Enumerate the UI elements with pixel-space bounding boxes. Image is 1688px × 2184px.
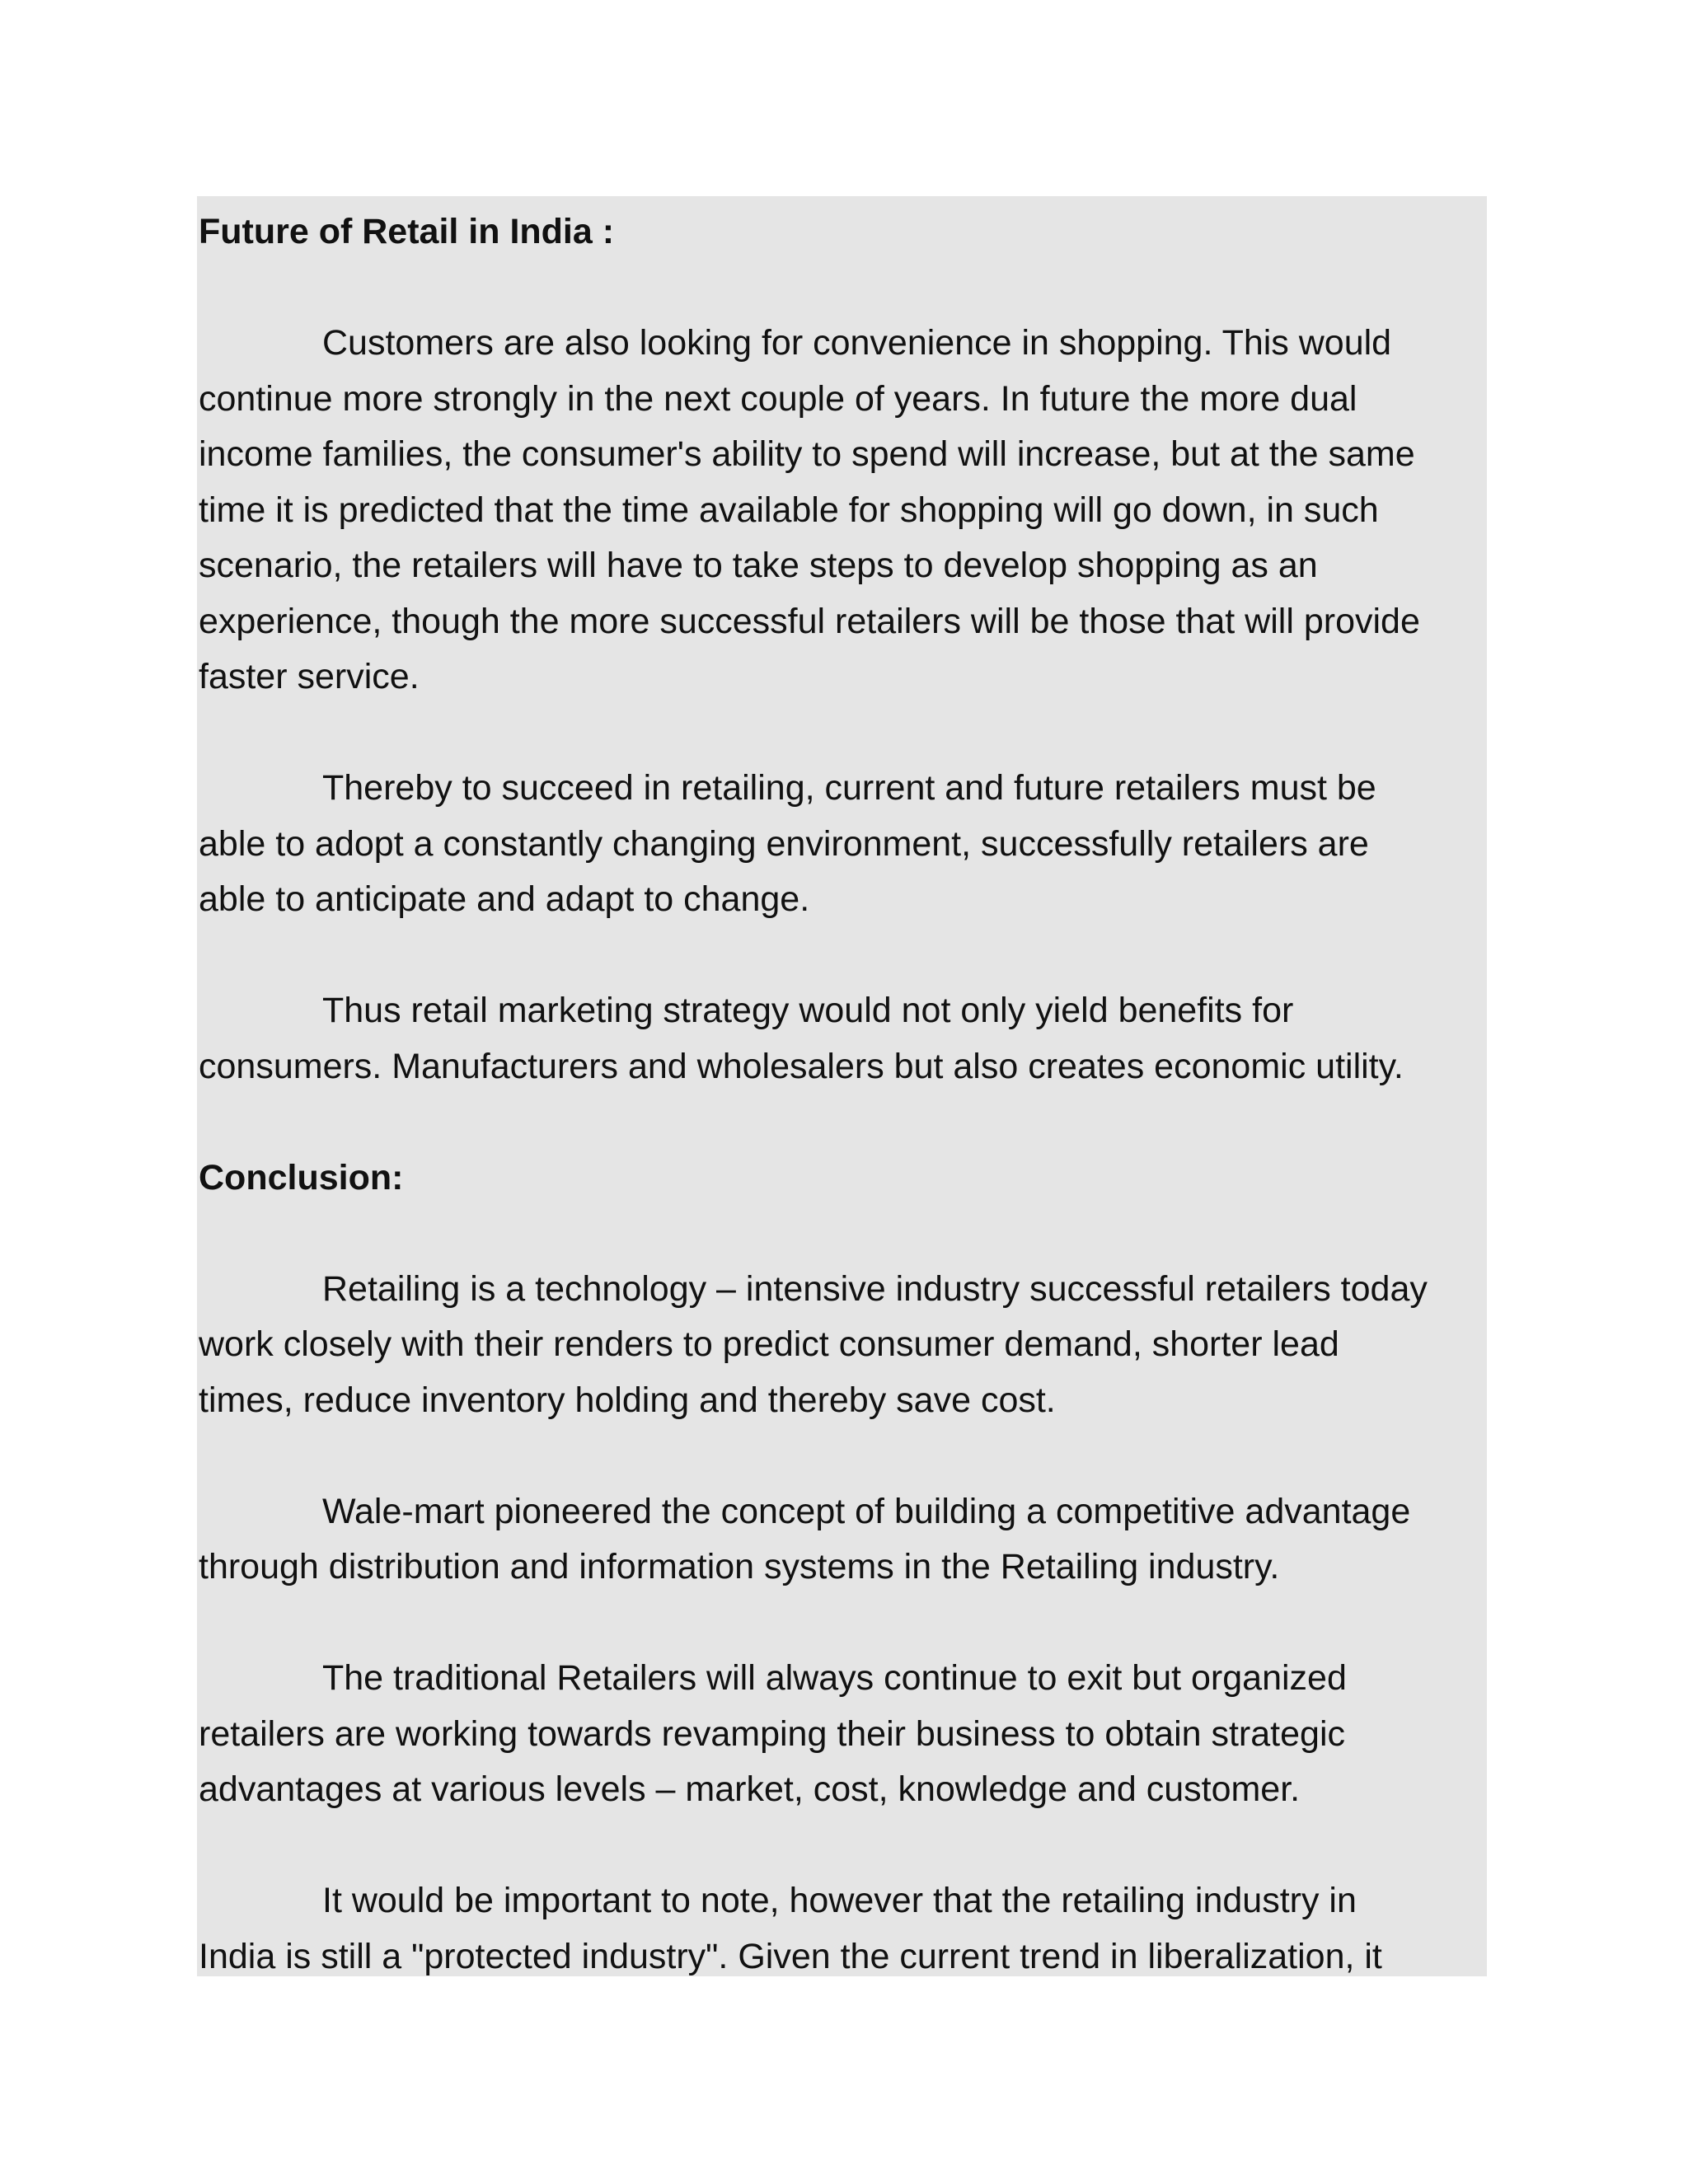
text-line: able to anticipate and adapt to change. bbox=[199, 879, 810, 919]
text-line: Customers are also looking for convenience in shopping. This would bbox=[322, 323, 1392, 363]
text-line: India is still a "protected industry". Given the current trend in liberalization, it bbox=[199, 1936, 1382, 1976]
text-line: Wale-mart pioneered the concept of building a competitive advantage bbox=[322, 1491, 1411, 1531]
spacer bbox=[199, 1206, 1484, 1262]
text-line: able to adopt a constantly changing environment, successfully retailers are bbox=[199, 823, 1369, 864]
paragraph-marketing-strategy bbox=[199, 983, 1484, 1094]
text-line: faster service. bbox=[199, 657, 420, 696]
text-line: The traditional Retailers will always continue to exit but organized bbox=[322, 1658, 1347, 1698]
text-line: consumers. Manufacturers and wholesalers but also creates economic utility. bbox=[199, 1046, 1404, 1086]
text-line: continue more strongly in the next couple of years. In future the more dual bbox=[199, 378, 1357, 419]
paragraph-succeed-retailing bbox=[199, 761, 1484, 928]
spacer bbox=[199, 1596, 1484, 1652]
spacer bbox=[199, 705, 1484, 762]
text-line: through distribution and information systems in the Retailing industry. bbox=[199, 1547, 1280, 1586]
text-line: Thus retail marketing strategy would not only yield benefits for bbox=[322, 991, 1294, 1030]
text-line: scenario, the retailers will have to take steps to develop shopping as an bbox=[199, 546, 1318, 585]
paragraph-technology-intensive bbox=[199, 1262, 1484, 1429]
text-line: It would be important to note, however that the retailing industry in bbox=[322, 1881, 1357, 1920]
spacer bbox=[199, 1818, 1484, 1874]
text-line: work closely with their renders to predict consumer demand, shorter lead bbox=[199, 1324, 1339, 1364]
paragraph-wale-mart bbox=[199, 1484, 1484, 1596]
text-line: income families, the consumer's ability to spend will increase, but at the same bbox=[199, 434, 1415, 474]
text-line: experience, though the more successful retailers will be those that will provide bbox=[199, 601, 1420, 641]
spacer bbox=[199, 1094, 1484, 1151]
section-heading-conclusion: Conclusion: bbox=[199, 1157, 404, 1197]
paragraph-protected-industry bbox=[199, 1873, 1484, 1985]
paragraph-traditional-retailers bbox=[199, 1651, 1484, 1818]
section-heading-future-retail: Future of Retail in India : bbox=[199, 212, 615, 251]
spacer bbox=[199, 928, 1484, 984]
text-line: Thereby to succeed in retailing, current and future retailers must be bbox=[322, 768, 1376, 808]
spacer bbox=[199, 260, 1484, 316]
paragraph-convenience bbox=[199, 316, 1484, 705]
text-line: retailers are working towards revamping their business to obtain strategic bbox=[199, 1713, 1345, 1754]
text-line: advantages at various levels – market, cost, knowledge and customer. bbox=[199, 1769, 1301, 1809]
text-line: times, reduce inventory holding and thereby save cost. bbox=[199, 1380, 1056, 1420]
spacer bbox=[199, 1428, 1484, 1484]
text-line: time it is predicted that the time available for shopping will go down, in such bbox=[199, 490, 1379, 530]
text-line: Retailing is a technology – intensive industry successful retailers today bbox=[322, 1268, 1428, 1309]
document-body bbox=[199, 204, 1484, 1985]
